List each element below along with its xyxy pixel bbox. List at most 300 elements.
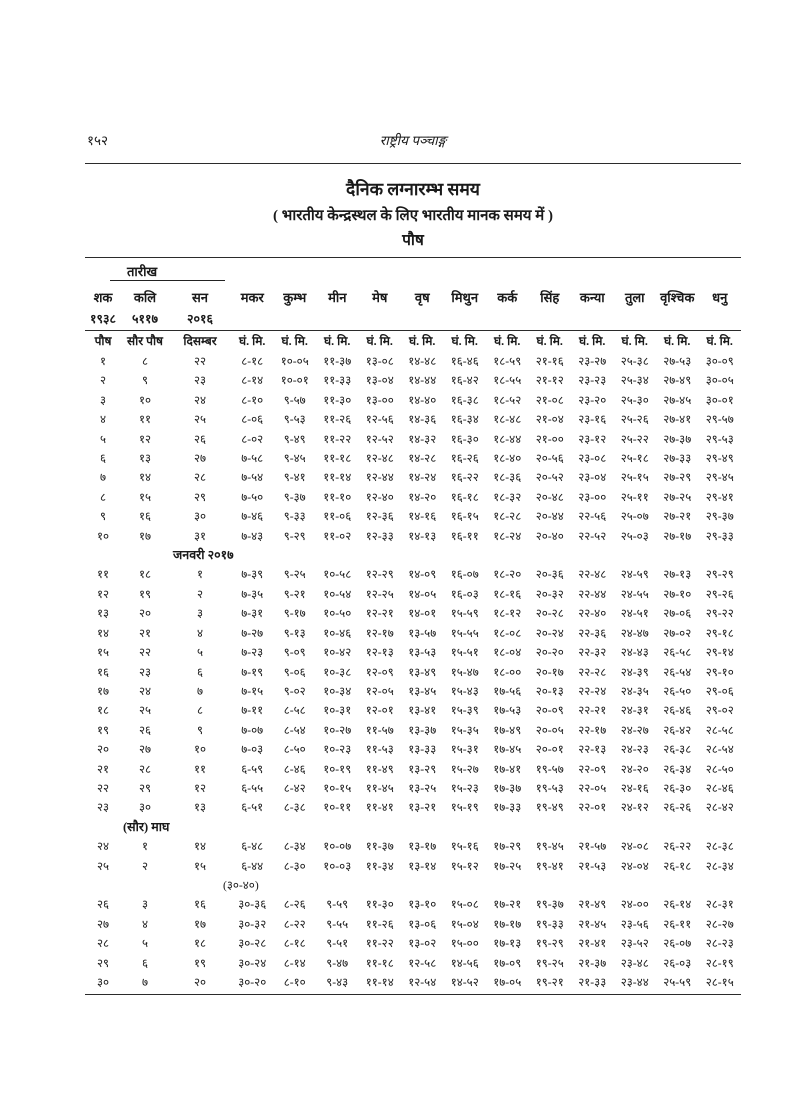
- time-cell: १४-०५: [408, 587, 437, 601]
- time-cell: ८-५०: [283, 743, 306, 757]
- time-cell: २७-०६: [663, 607, 692, 621]
- col-header-kanya: कन्या: [579, 290, 605, 305]
- time-cell: १५-३९: [450, 704, 479, 718]
- time-cell: २९-०६: [705, 684, 734, 698]
- time-cell: १४-२०: [408, 490, 437, 504]
- time-cell: ६-५१: [241, 801, 264, 815]
- time-cell: ८-१४: [241, 374, 264, 388]
- time-cell: २५-३०: [620, 393, 649, 407]
- time-cell: ७-४३: [241, 529, 264, 543]
- time-cell: १४-०१: [408, 607, 437, 621]
- date-cell: १४: [96, 626, 110, 640]
- time-cell: २०-२४: [535, 626, 564, 640]
- table-row: [85, 352, 741, 371]
- time-cell: ६-५५: [241, 781, 264, 795]
- time-cell: १६-२२: [450, 471, 479, 485]
- date-cell: २४: [96, 840, 110, 854]
- time-cell: १८-०४: [493, 646, 522, 660]
- time-cell: २८-३१: [705, 898, 734, 912]
- time-cell: ३०-२४: [238, 956, 267, 970]
- table-row: [85, 682, 741, 701]
- time-cell: ३०-२०: [238, 976, 267, 989]
- date-cell: १९: [138, 587, 152, 601]
- time-cell: १७-४१: [493, 762, 522, 776]
- time-cell: २४-३५: [620, 684, 649, 698]
- time-cell: २७-५३: [663, 355, 692, 368]
- date-cell: २: [99, 374, 107, 388]
- time-cell: १२-४८: [365, 452, 394, 466]
- date-cell: ८: [99, 490, 107, 504]
- time-cell: २७-४९: [663, 374, 692, 388]
- era-year-row: [85, 309, 741, 330]
- time-cell: १८-५२: [493, 393, 522, 407]
- time-cell: ७-२३: [241, 646, 264, 660]
- time-cell: १७-२५: [493, 859, 522, 873]
- time-cell: ११-१४: [323, 471, 352, 485]
- col-header-meen: मीन: [328, 290, 347, 305]
- date-cell: १६: [138, 510, 152, 524]
- time-cell: २७-१३: [663, 568, 692, 582]
- time-cell: २५-२२: [620, 432, 649, 446]
- time-cell: ७-०३: [241, 743, 264, 757]
- time-cell: १८-५५: [493, 374, 522, 388]
- table-row: [85, 488, 741, 507]
- time-cell: १२-४४: [365, 471, 394, 485]
- time-cell: २०-०९: [535, 704, 564, 718]
- time-cell: ८-२२: [283, 917, 306, 931]
- time-cell: १२-५८: [408, 956, 437, 970]
- time-cell: १७-४९: [493, 723, 522, 737]
- table-row: [85, 895, 741, 914]
- time-cell: २३-४८: [620, 956, 649, 970]
- time-cell: २६-५४: [663, 665, 692, 679]
- time-cell: २९-५७: [705, 413, 734, 427]
- time-cell: २९-२९: [705, 568, 734, 582]
- time-cell: १५-४७: [450, 665, 479, 679]
- time-cell: २६-४२: [663, 723, 692, 737]
- table-row: [85, 468, 741, 487]
- time-cell: १०-०५: [280, 355, 309, 368]
- time-cell: २७-३३: [663, 452, 692, 466]
- time-cell: १४-०९: [408, 568, 437, 582]
- time-cell: २९-४५: [705, 471, 734, 485]
- date-cell: १९: [96, 723, 110, 737]
- date-cell: २७: [96, 917, 110, 931]
- time-cell: १८-२८: [493, 510, 522, 524]
- time-cell: २६-०७: [663, 937, 692, 951]
- unit-label: घं. मि.: [664, 334, 691, 348]
- unit-label: घं. मि.: [494, 334, 521, 348]
- time-cell: ११-३०: [323, 393, 352, 407]
- table-row: [85, 973, 741, 992]
- date-cell: ३०: [193, 510, 207, 524]
- time-cell: २३-४४: [620, 976, 649, 989]
- unit-label: घं. मि.: [621, 334, 648, 348]
- date-group-label: तारीख: [110, 262, 225, 281]
- time-cell: ८-०२: [241, 432, 264, 446]
- time-cell: १८-५९: [493, 355, 522, 368]
- time-cell: २२-४८: [578, 568, 607, 582]
- time-cell: २२-२४: [578, 684, 607, 698]
- date-cell: १८: [96, 704, 110, 718]
- time-cell: १४-५६: [450, 956, 479, 970]
- table-row: [85, 507, 741, 526]
- time-cell: १६-३८: [450, 393, 479, 407]
- time-cell: २४-०८: [620, 840, 649, 854]
- time-cell: २९-१८: [705, 626, 734, 640]
- time-cell: २६-५०: [663, 684, 692, 698]
- time-cell: २३-०४: [578, 471, 607, 485]
- date-cell: २१: [138, 626, 152, 640]
- time-cell: १९-२५: [535, 956, 564, 970]
- time-cell: २८-५०: [705, 762, 734, 776]
- time-cell: ९-२९: [283, 529, 306, 543]
- page-content: [85, 0, 741, 995]
- time-cell: ८-१८: [241, 355, 264, 368]
- time-cell: २७-०२: [663, 626, 692, 640]
- time-cell: १७-३३: [493, 801, 522, 815]
- table-row: [85, 410, 741, 429]
- time-cell: २८-१५: [705, 976, 734, 989]
- time-cell: १२-०१: [365, 704, 394, 718]
- time-cell: २७-२९: [663, 471, 692, 485]
- time-cell: २२-०१: [578, 801, 607, 815]
- time-cell: १५-०८: [450, 898, 479, 912]
- time-cell: २५-१५: [620, 471, 649, 485]
- time-cell: २४-०४: [620, 859, 649, 873]
- time-cell: ६-४८: [241, 840, 264, 854]
- time-cell: २०-२८: [535, 607, 564, 621]
- date-cell: ३०: [138, 801, 152, 815]
- time-cell: २२-५२: [578, 529, 607, 543]
- time-cell: २९-२२: [705, 607, 734, 621]
- time-cell: २२-४०: [578, 607, 607, 621]
- time-cell: ११-२६: [365, 917, 394, 931]
- san-year: २०१६: [186, 312, 213, 326]
- time-cell: २४-२३: [620, 743, 649, 757]
- table-row: [85, 934, 741, 953]
- divider: [85, 163, 741, 164]
- unit-label: घं. मि.: [409, 334, 436, 348]
- time-cell: १९-५३: [535, 781, 564, 795]
- time-cell: १२-५६: [365, 413, 394, 427]
- date-cell: ३१: [193, 529, 207, 543]
- time-cell: २१-०८: [535, 393, 564, 407]
- running-head: राष्ट्रीय पञ्चाङ्ग: [379, 133, 447, 148]
- time-cell: २७-४५: [663, 393, 692, 407]
- time-cell: १३-००: [365, 393, 394, 407]
- shaka-year: १९३८: [89, 312, 116, 326]
- time-cell: २५-२६: [620, 413, 649, 427]
- time-cell: १३-३३: [408, 743, 437, 757]
- time-cell: १२-०९: [365, 665, 394, 679]
- time-cell: २६-११: [663, 917, 692, 931]
- time-cell: ८-५४: [283, 723, 306, 737]
- time-cell: २१-३३: [578, 976, 607, 989]
- time-cell: २१-१२: [535, 374, 564, 388]
- date-cell: ३: [99, 393, 107, 407]
- time-cell: २६-३४: [663, 762, 692, 776]
- time-cell: १९-३३: [535, 917, 564, 931]
- time-cell: ८-२६: [283, 898, 306, 912]
- unit-label: घं. मि.: [324, 334, 351, 348]
- time-cell: ९-४५: [283, 452, 306, 466]
- time-cell: ७-५४: [241, 471, 264, 485]
- time-cell: १६-२६: [450, 452, 479, 466]
- month-title: पौष: [402, 232, 424, 249]
- time-cell: १६-०३: [450, 587, 479, 601]
- date-cell: २६: [96, 898, 110, 912]
- date-cell: ८: [196, 704, 204, 718]
- time-cell: १५-३१: [450, 743, 479, 757]
- time-cell: २४-२७: [620, 723, 649, 737]
- time-cell: १६-१५: [450, 510, 479, 524]
- date-cell: १६: [96, 665, 110, 679]
- date-group-header-row: [85, 258, 741, 286]
- date-cell: ९: [141, 374, 149, 388]
- time-cell: १८-४८: [493, 413, 522, 427]
- time-cell: ११-३४: [365, 859, 394, 873]
- time-cell: ३०-०५: [705, 374, 734, 388]
- time-cell: २०-४०: [535, 529, 564, 543]
- date-cell: १: [99, 355, 107, 368]
- time-cell: २५-०७: [620, 510, 649, 524]
- time-cell: २५-३४: [620, 374, 649, 388]
- time-cell: २४-३९: [620, 665, 649, 679]
- time-cell: ६-५९: [241, 762, 264, 776]
- time-cell: २१-४९: [578, 898, 607, 912]
- time-cell: ९-५९: [326, 898, 349, 912]
- time-cell: १०-४६: [323, 626, 352, 640]
- time-cell: ११-०२: [323, 529, 352, 543]
- time-cell: ११-१४: [365, 976, 394, 989]
- time-cell: १६-१८: [450, 490, 479, 504]
- time-cell: २६-२६: [663, 801, 692, 815]
- time-cell: ११-२२: [323, 432, 352, 446]
- date-cell: २०: [138, 607, 152, 621]
- time-cell: १३-२५: [408, 781, 437, 795]
- table-row: [85, 391, 741, 410]
- date-cell: १८: [193, 937, 207, 951]
- time-cell: १९-४१: [535, 859, 564, 873]
- date-cell: २३: [193, 374, 207, 388]
- date-cell: १७: [193, 917, 207, 931]
- time-cell: १०-३१: [323, 704, 352, 718]
- date-cell: ५: [141, 937, 149, 951]
- time-cell: १२-२५: [365, 587, 394, 601]
- time-cell: २३-५२: [620, 937, 649, 951]
- time-cell: १७-०९: [493, 956, 522, 970]
- time-cell: २८-३८: [705, 840, 734, 854]
- time-cell: १३-१४: [408, 859, 437, 873]
- col-header-dhanu: धनु: [712, 290, 728, 305]
- table-row: [85, 954, 741, 973]
- page-title: दैनिक लग्नारम्भ समय: [346, 179, 480, 199]
- time-cell: १६-४२: [450, 374, 479, 388]
- time-cell: १०-१५: [323, 781, 352, 795]
- time-cell: २९-०२: [705, 704, 734, 718]
- time-cell: २५-०३: [620, 529, 649, 543]
- table-bottom-rule: [85, 994, 741, 995]
- kali-year: ५११७: [131, 312, 158, 326]
- time-cell: २५-१८: [620, 452, 649, 466]
- time-cell: १४-२८: [408, 452, 437, 466]
- time-cell: २७-४१: [663, 413, 692, 427]
- date-cell: २२: [193, 355, 207, 368]
- date-cell: २९: [138, 781, 152, 795]
- date-cell: ५: [196, 646, 204, 660]
- date-cell: ३०: [96, 976, 110, 989]
- time-cell: ११-४९: [365, 762, 394, 776]
- time-cell: ११-१०: [323, 490, 352, 504]
- time-cell: १८-०८: [493, 626, 522, 640]
- time-cell: २८-१९: [705, 956, 734, 970]
- time-cell: २०-३६: [535, 568, 564, 582]
- col-header-simha: सिंह: [540, 290, 560, 305]
- time-cell: १३-०४: [365, 374, 394, 388]
- time-cell: १७-४५: [493, 743, 522, 757]
- time-cell: ८-३४: [283, 840, 306, 854]
- time-cell: २६-३८: [663, 743, 692, 757]
- running-head-row: [85, 0, 741, 151]
- table-row: [85, 760, 741, 779]
- time-cell: १६-०७: [450, 568, 479, 582]
- time-cell: १६-३०: [450, 432, 479, 446]
- table-row: [85, 585, 741, 604]
- time-cell: १९-४५: [535, 840, 564, 854]
- time-cell: १०-०३: [323, 859, 352, 873]
- table-row: [85, 721, 741, 740]
- time-cell: २५-११: [620, 490, 649, 504]
- time-cell: १५-१९: [450, 801, 479, 815]
- time-cell: ९-५१: [326, 937, 349, 951]
- time-cell: १८-१६: [493, 587, 522, 601]
- time-cell: १०-१९: [323, 762, 352, 776]
- date-cell: ८: [141, 355, 149, 368]
- time-cell: ३०-३६: [238, 898, 267, 912]
- time-cell: २३-२३: [578, 374, 607, 388]
- time-cell: १२-२९: [365, 568, 394, 582]
- time-cell: ८-३८: [283, 801, 306, 815]
- time-cell: १५-५१: [450, 646, 479, 660]
- time-cell: १२-१७: [365, 626, 394, 640]
- date-cell: ४: [141, 917, 149, 931]
- date-cell: २८: [193, 471, 207, 485]
- time-cell: ३०-३२: [238, 917, 267, 931]
- date-cell: १२: [138, 432, 152, 446]
- time-cell: ११-४५: [365, 781, 394, 795]
- time-cell: २९-१४: [705, 646, 734, 660]
- page-subtitle: ( भारतीय केन्द्रस्थल के लिए भारतीय मानक समय में ): [273, 208, 553, 224]
- section-label: जनवरी २०१७: [173, 548, 234, 563]
- date-cell: २२: [96, 781, 110, 795]
- date-cell: १२: [193, 781, 207, 795]
- time-cell: २८-५४: [705, 743, 734, 757]
- table-body: [85, 352, 741, 992]
- time-cell: २२-१७: [578, 723, 607, 737]
- time-cell: २५-३८: [620, 355, 649, 368]
- time-cell: १६-४६: [450, 355, 479, 368]
- time-cell: ८-१०: [283, 976, 306, 989]
- time-cell: २०-५२: [535, 471, 564, 485]
- time-cell: ८-४६: [283, 762, 306, 776]
- time-cell: २७-२५: [663, 490, 692, 504]
- time-cell: १३-२९: [408, 762, 437, 776]
- time-cell: २४-३१: [620, 704, 649, 718]
- date-cell: ६: [141, 956, 149, 970]
- date-cell: २: [141, 859, 149, 873]
- time-cell: १३-०२: [408, 937, 437, 951]
- time-cell: ७-५०: [241, 490, 264, 504]
- table-row: [85, 779, 741, 798]
- time-cell: २१-१६: [535, 355, 564, 368]
- table-row: [85, 663, 741, 682]
- time-cell: २२-३६: [578, 626, 607, 640]
- date-cell: ४: [99, 413, 107, 427]
- time-cell: १०-५८: [323, 568, 352, 582]
- date-cell: ६: [99, 452, 107, 466]
- time-cell: २९-४१: [705, 490, 734, 504]
- time-cell: २४-५९: [620, 568, 649, 582]
- table-row: [85, 798, 741, 817]
- date-cell: ११: [96, 568, 110, 582]
- time-cell: १८-१२: [493, 607, 522, 621]
- time-cell: २७-१७: [663, 529, 692, 543]
- time-cell: २८-३४: [705, 859, 734, 873]
- table-row: [85, 643, 741, 662]
- date-cell: ११: [193, 762, 207, 776]
- time-cell: २२-०९: [578, 762, 607, 776]
- time-cell: २१-५७: [578, 840, 607, 854]
- time-cell: २०-०१: [535, 743, 564, 757]
- time-cell: १९-२१: [535, 976, 564, 989]
- time-cell: २६-५८: [663, 646, 692, 660]
- col-header-mithun: मिथुन: [451, 290, 479, 305]
- col-header-san: सन: [191, 290, 208, 305]
- time-cell: २६-१८: [663, 859, 692, 873]
- time-cell: ११-३७: [365, 840, 394, 854]
- time-cell: १७-०५: [493, 976, 522, 989]
- time-cell: १४-५२: [450, 976, 479, 989]
- time-cell: १४-३६: [408, 413, 437, 427]
- date-cell: १४: [138, 471, 152, 485]
- time-cell: ७-३१: [241, 607, 264, 621]
- time-cell: १०-३८: [323, 665, 352, 679]
- time-cell: ११-५३: [365, 743, 394, 757]
- col-header-shaka: शक: [93, 290, 113, 305]
- table-row: [85, 624, 741, 643]
- time-cell: ९-२५: [283, 568, 306, 582]
- time-cell: २२-२८: [578, 665, 607, 679]
- time-cell: ८-३०: [283, 859, 306, 873]
- date-cell: १: [141, 840, 149, 854]
- date-cell: १: [196, 568, 204, 582]
- column-header-row: [85, 286, 741, 309]
- time-cell: २०-५६: [535, 452, 564, 466]
- time-cell: १२-५२: [365, 432, 394, 446]
- unit-label: घं. मि.: [451, 334, 478, 348]
- time-cell: २३-०८: [578, 452, 607, 466]
- time-cell: २३-२०: [578, 393, 607, 407]
- time-cell: २९-४९: [705, 452, 734, 466]
- date-cell: १९: [193, 956, 207, 970]
- date-cell: १२: [96, 587, 110, 601]
- time-cell: १८-२४: [493, 529, 522, 543]
- date-cell: ५: [99, 432, 107, 446]
- date-cell: ४: [196, 626, 204, 640]
- date-cell: ७: [141, 976, 149, 989]
- time-cell: ८-१०: [241, 393, 264, 407]
